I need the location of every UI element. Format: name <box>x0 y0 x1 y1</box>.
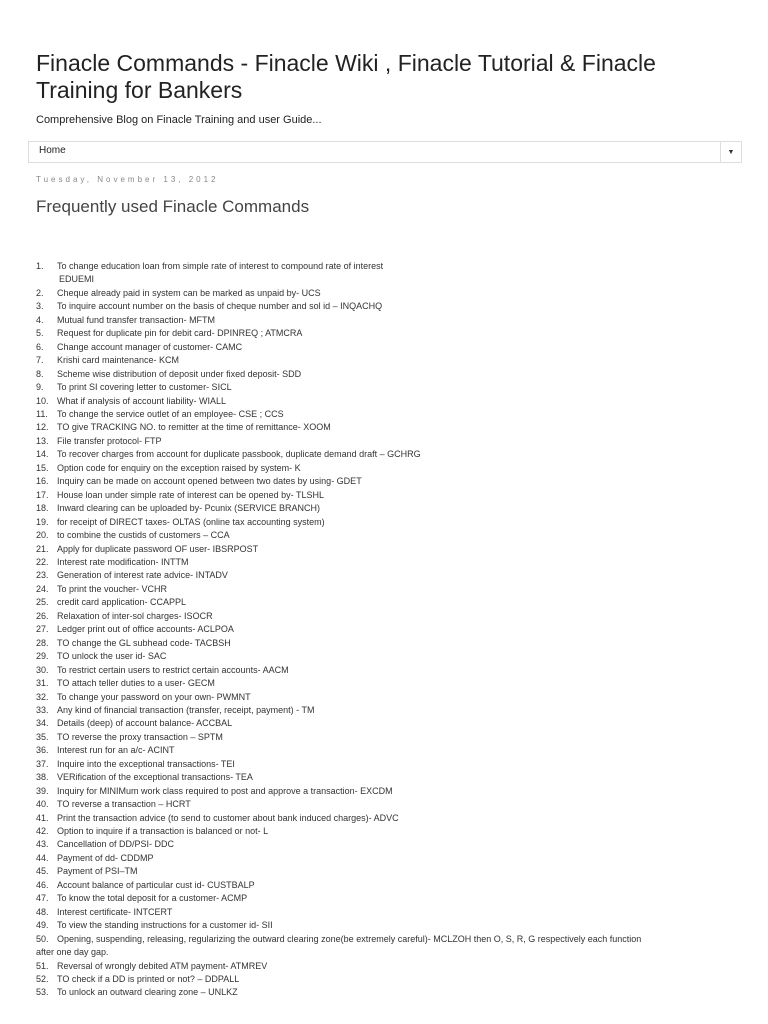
list-item <box>36 596 736 609</box>
list-item <box>36 973 736 986</box>
list-item-text: To change the service outlet of an employee- CSE ; CCS <box>57 408 284 419</box>
list-item-number: 45. <box>36 866 49 877</box>
list-item-text: TO reverse the proxy transaction – SPTM <box>57 731 223 742</box>
list-item <box>36 502 736 515</box>
list-item-number: 23. <box>36 570 49 581</box>
list-item <box>36 986 736 999</box>
list-item-number: 21. <box>36 543 49 554</box>
list-item <box>36 475 736 488</box>
list-item <box>36 852 736 865</box>
list-item <box>36 260 736 287</box>
list-item <box>36 731 736 744</box>
list-item <box>36 395 736 408</box>
list-item <box>36 327 736 340</box>
post-date: Tuesday, November 13, 2012 <box>36 175 219 184</box>
list-item-number: 42. <box>36 826 49 837</box>
list-item-number: 26. <box>36 610 49 621</box>
list-item-text: To know the total deposit for a customer- ACMP <box>57 893 248 904</box>
list-item-number: 22. <box>36 556 49 567</box>
nav-home-link[interactable]: Home <box>39 145 66 156</box>
list-item <box>36 704 736 717</box>
list-item-number: 31. <box>36 678 49 689</box>
list-item-number: 37. <box>36 758 49 769</box>
list-item <box>36 825 736 838</box>
list-item-number: 2. <box>36 287 44 298</box>
list-item-number: 43. <box>36 839 49 850</box>
list-item-number: 41. <box>36 812 49 823</box>
list-item-number: 5. <box>36 328 44 339</box>
list-item <box>36 368 736 381</box>
list-item-text: Payment of PSI–TM <box>57 866 138 877</box>
list-item <box>36 623 736 636</box>
list-item <box>36 354 736 367</box>
list-item-number: 30. <box>36 664 49 675</box>
list-item <box>36 677 736 690</box>
list-item <box>36 435 736 448</box>
list-item-text: TO change the GL subhead code- TACBSH <box>57 637 231 648</box>
list-item-number: 19. <box>36 516 49 527</box>
list-item-text: Opening, suspending, releasing, regularizing the outward clearing zone(be extremely careful)- MCLZOH then O, S, R, G respectively each function <box>57 933 642 944</box>
list-item-text: What if analysis of account liability- WIALL <box>57 395 227 406</box>
list-item-number: 20. <box>36 530 49 541</box>
list-item-text: Any kind of financial transaction (transfer, receipt, payment) - TM <box>57 704 315 715</box>
list-item-text: Mutual fund transfer transaction- MFTM <box>57 314 216 325</box>
list-item-number: 10. <box>36 395 49 406</box>
list-item-text: Inquire into the exceptional transactions- TEI <box>57 758 235 769</box>
list-item-text: House loan under simple rate of interest can be opened by- TLSHL <box>57 489 324 500</box>
list-item-text: Interest certificate- INTCERT <box>57 906 173 917</box>
list-item-number: 49. <box>36 920 49 931</box>
command-list <box>36 260 736 1000</box>
list-item-text: Print the transaction advice (to send to customer about bank induced charges)- ADVC <box>57 812 399 823</box>
list-item <box>36 529 736 542</box>
list-item <box>36 771 736 784</box>
list-item <box>36 610 736 623</box>
list-item <box>36 933 736 960</box>
list-item-number: 39. <box>36 785 49 796</box>
list-item-text: TO give TRACKING NO. to remitter at the time of remittance- XOOM <box>57 422 331 433</box>
list-item <box>36 448 736 461</box>
list-item-number: 6. <box>36 341 44 352</box>
list-item-number: 15. <box>36 462 49 473</box>
list-item-number: 51. <box>36 960 49 971</box>
list-item <box>36 691 736 704</box>
list-item <box>36 785 736 798</box>
list-item-number: 24. <box>36 583 49 594</box>
list-item-text: Apply for duplicate password OF user- IBSRPOST <box>57 543 259 554</box>
list-item <box>36 516 736 529</box>
list-item-number: 38. <box>36 772 49 783</box>
list-item <box>36 543 736 556</box>
list-item-number: 53. <box>36 987 49 998</box>
list-item-number: 14. <box>36 449 49 460</box>
list-item <box>36 664 736 677</box>
list-item-number: 44. <box>36 852 49 863</box>
list-item-number: 11. <box>36 408 48 419</box>
list-item <box>36 421 736 434</box>
list-item-number: 18. <box>36 503 49 514</box>
list-item-text: Change account manager of customer- CAMC <box>57 341 243 352</box>
list-item-text: To change your password on your own- PWMNT <box>57 691 251 702</box>
list-item <box>36 569 736 582</box>
list-item-text: To print SI covering letter to customer- SICL <box>57 382 232 393</box>
list-item-number: 4. <box>36 314 44 325</box>
list-item <box>36 341 736 354</box>
list-item-number: 12. <box>36 422 49 433</box>
list-item-number: 7. <box>36 355 44 366</box>
list-item <box>36 812 736 825</box>
list-item-text: credit card application- CCAPPL <box>57 597 187 608</box>
list-item <box>36 314 736 327</box>
list-item <box>36 650 736 663</box>
list-item-number: 33. <box>36 704 49 715</box>
list-item-number: 32. <box>36 691 49 702</box>
list-item-text: To view the standing instructions for a customer id- SII <box>57 920 273 931</box>
list-item-number: 9. <box>36 382 44 393</box>
list-item-text: To restrict certain users to restrict certain accounts- AACM <box>57 664 289 675</box>
list-item <box>36 408 736 421</box>
list-item <box>36 879 736 892</box>
list-item-text: Inquiry can be made on account opened between two dates by using- GDET <box>57 476 362 487</box>
list-item-number: 40. <box>36 799 49 810</box>
list-item <box>36 892 736 905</box>
list-item-continuation: after one day gap. <box>36 947 109 958</box>
list-item-text: Generation of interest rate advice- INTADV <box>57 570 228 581</box>
list-item-number: 50. <box>36 933 49 944</box>
list-item-continuation: EDUEMI <box>59 274 95 285</box>
list-item <box>36 287 736 300</box>
list-item-number: 34. <box>36 718 49 729</box>
list-item-number: 28. <box>36 637 49 648</box>
list-item-text: VERification of the exceptional transactions- TEA <box>57 772 253 783</box>
list-item-number: 17. <box>36 489 49 500</box>
dropdown-arrow-icon[interactable]: ▼ <box>720 142 741 162</box>
list-item <box>36 583 736 596</box>
list-item-number: 29. <box>36 651 49 662</box>
list-item-text: Option to inquire if a transaction is balanced or not- L <box>57 826 269 837</box>
list-item <box>36 300 736 313</box>
list-item-text: Payment of dd- CDDMP <box>57 852 154 863</box>
list-item <box>36 381 736 394</box>
list-item <box>36 489 736 502</box>
list-item-text: Interest rate modification- INTTM <box>57 556 189 567</box>
list-item-text: To unlock an outward clearing zone – UNLKZ <box>57 987 238 998</box>
list-item-number: 27. <box>36 624 49 635</box>
list-item-text: to combine the custids of customers – CCA <box>57 530 230 541</box>
list-item-number: 47. <box>36 893 49 904</box>
list-item-text: TO unlock the user id- SAC <box>57 651 167 662</box>
list-item-number: 8. <box>36 368 44 379</box>
list-item-text: Details (deep) of account balance- ACCBAL <box>57 718 233 729</box>
list-item-text: Interest run for an a/c- ACINT <box>57 745 175 756</box>
list-item-text: Ledger print out of office accounts- ACLPOA <box>57 624 234 635</box>
nav-bar <box>28 141 742 163</box>
list-item-text: TO reverse a transaction – HCRT <box>57 799 191 810</box>
blog-description: Comprehensive Blog on Finacle Training and user Guide... <box>36 114 322 126</box>
list-item-text: Inquiry for MINIMum work class required to post and approve a transaction- EXCDM <box>57 785 393 796</box>
list-item <box>36 865 736 878</box>
list-item <box>36 637 736 650</box>
list-item-text: Krishi card maintenance- KCM <box>57 355 180 366</box>
list-item-text: for receipt of DIRECT taxes- OLTAS (online tax accounting system) <box>57 516 325 527</box>
list-item <box>36 838 736 851</box>
list-item-text: Cancellation of DD/PSI- DDC <box>57 839 175 850</box>
list-item-text: TO check if a DD is printed or not? – DDPALL <box>57 974 240 985</box>
list-item-number: 52. <box>36 974 49 985</box>
list-item-number: 13. <box>36 435 49 446</box>
list-item-text: Account balance of particular cust id- CUSTBALP <box>57 879 255 890</box>
list-item <box>36 960 736 973</box>
list-item-number: 36. <box>36 745 49 756</box>
list-item <box>36 798 736 811</box>
list-item <box>36 906 736 919</box>
list-item-number: 46. <box>36 879 49 890</box>
list-item-text: Relaxation of inter-sol charges- ISOCR <box>57 610 213 621</box>
list-item <box>36 919 736 932</box>
list-item-text: Scheme wise distribution of deposit under fixed deposit- SDD <box>57 368 302 379</box>
list-item-number: 3. <box>36 301 44 312</box>
list-item <box>36 462 736 475</box>
list-item <box>36 717 736 730</box>
list-item-text: To print the voucher- VCHR <box>57 583 168 594</box>
list-item <box>36 744 736 757</box>
list-item-text: Cheque already paid in system can be marked as unpaid by- UCS <box>57 287 321 298</box>
list-item-number: 35. <box>36 731 49 742</box>
list-item-text: To recover charges from account for duplicate passbook, duplicate demand draft – GCHRG <box>57 449 421 460</box>
list-item-text: Request for duplicate pin for debit card- DPINREQ ; ATMCRA <box>57 328 303 339</box>
blog-header <box>36 50 736 126</box>
list-item-number: 16. <box>36 476 49 487</box>
list-item <box>36 556 736 569</box>
list-item-number: 48. <box>36 906 49 917</box>
list-item-text: Reversal of wrongly debited ATM payment- ATMREV <box>57 960 268 971</box>
list-item-number: 25. <box>36 597 49 608</box>
list-item-text: To change education loan from simple rate of interest to compound rate of interest <box>57 261 384 271</box>
list-item-text: To inquire account number on the basis of cheque number and sol id – INQACHQ <box>57 301 383 312</box>
list-item <box>36 758 736 771</box>
list-item-number: 1. <box>36 261 44 271</box>
list-item-text: Inward clearing can be uploaded by- Pcunix (SERVICE BRANCH) <box>57 503 320 514</box>
blog-title[interactable]: Finacle Commands - Finacle Wiki , Finacle Tutorial & Finacle Training for Bankers <box>36 50 656 103</box>
list-item-text: Option code for enquiry on the exception raised by system- K <box>57 462 301 473</box>
list-item-text: TO attach teller duties to a user- GECM <box>57 678 215 689</box>
list-item-text: File transfer protocol- FTP <box>57 435 162 446</box>
post-title: Frequently used Finacle Commands <box>36 197 310 217</box>
